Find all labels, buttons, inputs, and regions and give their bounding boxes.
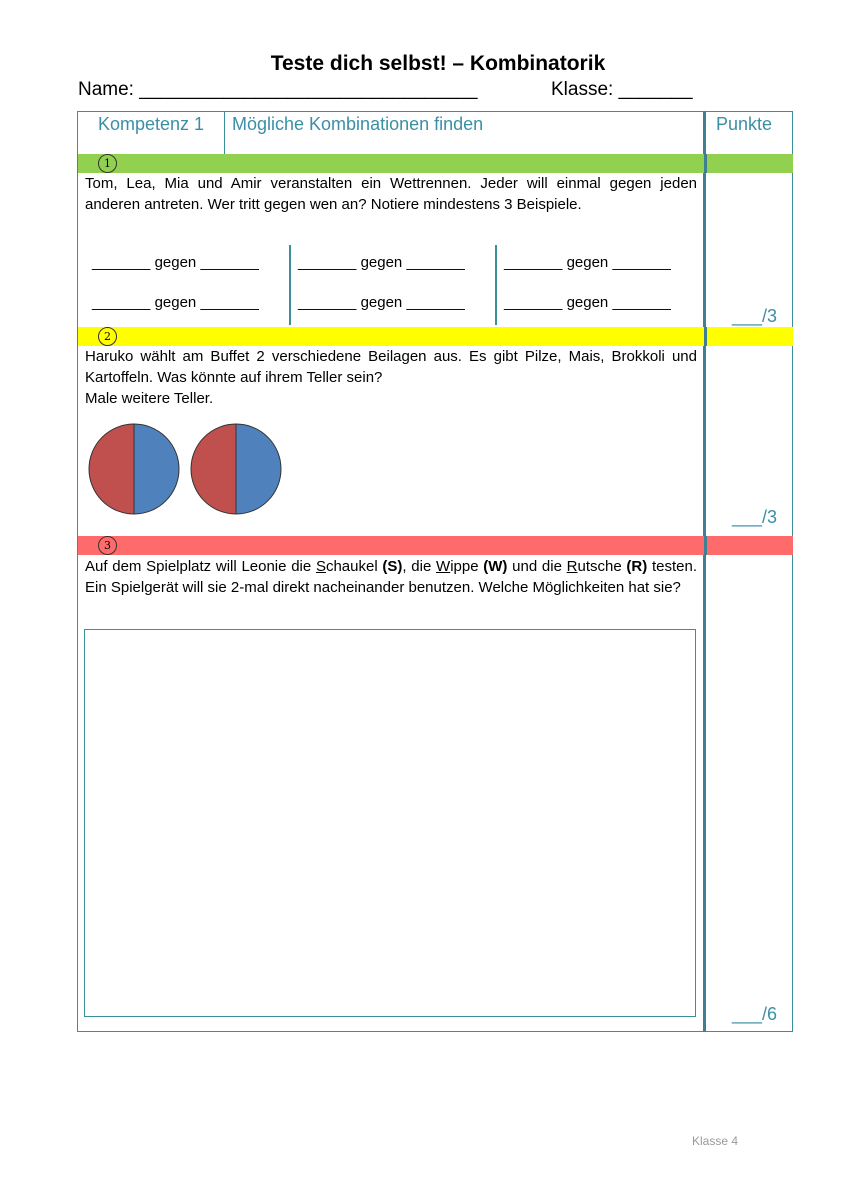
pair-blank[interactable]: _______ gegen _______ [504, 294, 671, 311]
task-number-2: 2 [98, 327, 117, 346]
task-3-text [85, 556, 697, 598]
klasse-field[interactable]: Klasse: _______ [551, 79, 693, 100]
task-2-band [78, 327, 793, 346]
task-2-instruction: Male weitere Teller. [85, 390, 214, 407]
task-number-1: 1 [98, 154, 117, 173]
task-2-text [85, 346, 697, 409]
task-2-question: Haruko wählt am Buffet 2 verschiedene Beilagen aus. Es gibt Pilze, Mais, Brokkoli und Kartoffeln. Was könnte auf ihrem Teller sein? [85, 348, 697, 386]
points-header: Punkte [716, 114, 773, 134]
task-1-band [78, 154, 793, 173]
plates-illustration [88, 422, 288, 516]
task-3-text-part: Auf dem Spielplatz will Leonie die [85, 558, 316, 575]
header-separator [224, 112, 225, 154]
pair-blank[interactable]: _______ gegen _______ [298, 294, 465, 311]
task-number-3: 3 [98, 536, 117, 555]
pair-blank[interactable]: _______ gegen _______ [298, 254, 465, 271]
kompetenz-label: Kompetenz 1 [98, 114, 205, 134]
column-divider [289, 245, 291, 325]
letter-w: W [436, 558, 451, 575]
points-column-divider [703, 111, 706, 1032]
plate [89, 424, 179, 514]
task-1-text: Tom, Lea, Mia und Amir veranstalten ein Wettrennen. Jeder will einmal gegen jeden anderen antreten. Wer tritt gegen wen an? Notiere mindestens 3 Beispiele. [85, 175, 697, 213]
task-3-text-part: , die [402, 558, 437, 575]
pair-blank[interactable]: _______ gegen _______ [504, 254, 671, 271]
task-1-points[interactable]: ___/3 [732, 306, 778, 326]
task-3-text-part: und die [507, 558, 567, 575]
code-s: (S) [382, 558, 403, 575]
code-r: (R) [626, 558, 648, 575]
task-3-band [78, 536, 793, 555]
task-3-text-part: ippe [450, 558, 484, 575]
name-field[interactable]: Name: ________________________________ [78, 79, 478, 100]
column-divider [495, 245, 497, 325]
task-3-points[interactable]: ___/6 [732, 1004, 778, 1024]
footer-grade: Klasse 4 [692, 1134, 739, 1148]
task-3-text-part: testen. Ein Spielgerät will sie 2-mal direkt nacheinander benutzen. Welche Möglichkeiten hat sie? [85, 558, 697, 596]
topic-label: Mögliche Kombinationen finden [232, 114, 484, 134]
task-3-text-part: chaukel [325, 558, 383, 575]
task-3-text-part: utsche [577, 558, 627, 575]
letter-r: R [566, 558, 578, 575]
pair-blank[interactable]: _______ gegen _______ [92, 254, 259, 271]
letter-s: S [315, 558, 326, 575]
answer-box[interactable] [84, 629, 696, 1017]
code-w: (W) [483, 558, 508, 575]
page-title: Teste dich selbst! – Kombinatorik [270, 52, 606, 75]
task-2-points[interactable]: ___/3 [732, 507, 778, 527]
plate [191, 424, 281, 514]
pair-blank[interactable]: _______ gegen _______ [92, 294, 259, 311]
